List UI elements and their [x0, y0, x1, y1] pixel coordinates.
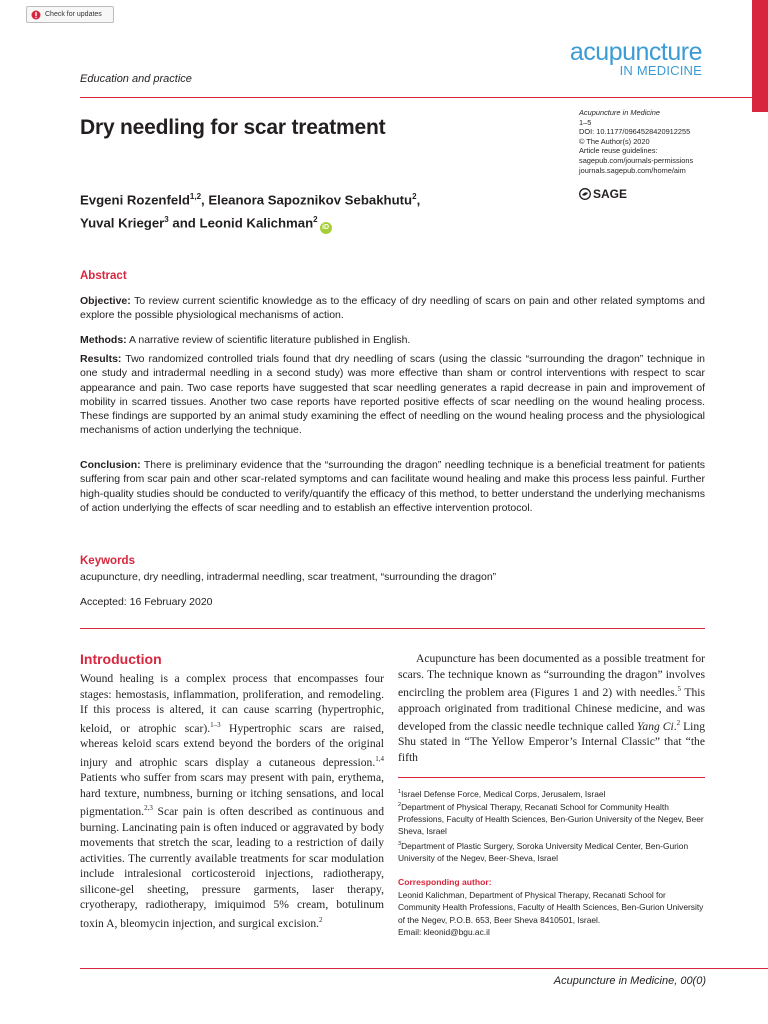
accepted-date: Accepted: 16 February 2020 — [80, 596, 213, 608]
journal-logo-bottom: IN MEDICINE — [619, 63, 702, 78]
abstract-objective — [80, 294, 705, 323]
citation-ref[interactable]: 1,4 — [375, 754, 384, 763]
author-affiliation-ref: 2 — [313, 215, 318, 225]
meta-journal-link[interactable]: journals.sagepub.com/home/aim — [579, 165, 686, 175]
citation-ref[interactable]: 1–3 — [210, 720, 221, 729]
meta-permissions-link[interactable]: sagepub.com/journals-permissions — [579, 155, 694, 165]
citation-ref[interactable]: 2 — [319, 915, 323, 924]
orcid-icon[interactable]: iD — [320, 222, 332, 234]
affiliation-2: $^2$Department of Physical Therapy, Recanati School for Community Health Professions, Faculty of Health Sciences, Ben-Gurion University of the Negev, Beer Sheva, Israel — [398, 801, 704, 837]
check-for-updates-button[interactable] — [26, 6, 114, 23]
objective-text: To review current scientific knowledge as to the efficacy of dry needling of scars on pain and other related symptoms and explore the possible physiological mechanisms of action. — [80, 295, 706, 322]
sage-logo-icon — [579, 188, 591, 200]
conclusion-text: There is preliminary evidence that the “surrounding the dragon” needling technique is a beneficial treatment for patients suffering from scar pain and other scar-related symptoms and can facilitate wound healing and make this process less painful. Further high-quality studies should be conducted to verify/quantify the efficacy of this method, to better understand the underlying mechanisms of action underlying the effects of scar needling and to establish an effective intervention protocol. — [80, 459, 705, 514]
meta-reuse: Article reuse guidelines: — [579, 146, 658, 156]
meta-copyright: © The Author(s) 2020 — [579, 136, 650, 146]
corresponding-author: Leonid Kalichman, Department of Physical Therapy, Recanati School for Community Health Professions, Faculty of Health Sciences, Ben-Gurion University of the Negev, P.O.B. 653, Beer Sheva 8410501, Israel. Email: kleonid@bgu.ac.il — [398, 890, 704, 937]
author-name[interactable]: Yuval Krieger — [80, 215, 165, 231]
affiliation-3: $^3$Department of Plastic Surgery, Soroka University Medical Center, Ben-Gurion University of the Negev, Beer-Sheva, Israel — [398, 840, 689, 864]
header-divider — [80, 97, 768, 98]
introduction-heading: Introduction — [80, 651, 162, 667]
abstract-divider — [80, 628, 705, 629]
methods-text: A narrative review of scientific literature published in English. — [129, 334, 411, 346]
methods-label: Methods: — [80, 334, 127, 346]
citation-ref[interactable]: 5 — [677, 685, 682, 694]
publisher-name: SAGE — [593, 187, 628, 201]
abstract-results — [80, 352, 705, 438]
acupuncture-paragraph: Acupuncture has been documented as a possible treatment for scars. The technique known as “surrounding the dragon” involves encircling the problem area (Figures 1 and 2) with needles.$^5$ This approach originated from traditional Chinese medicine, and was developed from the classic needle technique called Yang Ci.$^2$ Ling Shu stated in “The Yellow Emperor’s Internal Classic” that “the fifth — [398, 652, 705, 764]
citation-ref[interactable]: 2 — [676, 719, 681, 728]
author-name[interactable]: Evgeni Rozenfeld — [80, 192, 190, 208]
meta-pages: 1–5 — [579, 117, 592, 127]
page-footer: Acupuncture in Medicine, 00(0) — [553, 975, 706, 987]
keywords-list: acupuncture, dry needling, intradermal needling, scar treatment, “surrounding the dragon” — [80, 571, 497, 583]
author-affiliation-ref: 2 — [412, 192, 417, 201]
journal-logo-top: acupuncture — [569, 38, 702, 66]
check-updates-label: Check for updates — [45, 11, 102, 18]
yang-ci-term: Yang Ci — [637, 719, 674, 733]
abstract-methods — [80, 333, 705, 347]
article-metadata — [579, 108, 729, 175]
conclusion-label: Conclusion: — [80, 459, 141, 471]
section-label: Education and practice — [80, 73, 192, 85]
author-name[interactable]: Leonid Kalichman — [199, 215, 314, 231]
author-name[interactable]: Eleanora Sapoznikov Sebakhutu — [208, 192, 413, 208]
meta-journal: Acupuncture in Medicine — [579, 108, 660, 117]
results-text: Two randomized controlled trials found that dry needling of scars (using the classic “surrounding the dragon” technique in one study and intradermal needling in a second study) was more effective than sham or control interventions with respect to scar appearance and pain. Two case reports have suggested that scar needling generates a rapid decrease in pain and improvement of mobility in scarred tissues. Another two case reports have reported positive effects of scar needling on the wound healing process. These findings are supported by an animal study examining the effect of needling on the wound healing process and the physiological mechanisms of action underlying the technique. — [80, 353, 705, 437]
abstract-heading: Abstract — [80, 270, 127, 282]
meta-doi[interactable]: DOI: 10.1177/0964528420912255 — [579, 127, 691, 137]
citation-ref[interactable]: 2,3 — [144, 804, 153, 813]
footnote-divider — [398, 777, 705, 778]
results-label: Results: — [80, 353, 122, 365]
article-title: Dry needling for scar treatment — [80, 116, 386, 139]
footer-divider — [80, 968, 768, 969]
author-affiliation-ref: 3 — [164, 215, 169, 225]
publisher-logo — [579, 187, 627, 201]
check-updates-icon — [31, 10, 41, 20]
affiliation-1: $^1$Israel Defense Force, Medical Corps, Jerusalem, Israel — [398, 788, 606, 799]
journal-logo — [570, 40, 702, 78]
journal-color-bar — [752, 0, 768, 112]
author-email[interactable]: Email: kleonid@bgu.ac.il — [398, 926, 490, 937]
author-affiliation-ref: 1,2 — [189, 192, 202, 201]
objective-label: Objective: — [80, 295, 131, 307]
author-conjunction: and — [172, 215, 196, 231]
keywords-heading: Keywords — [80, 555, 135, 567]
author-list: Evgeni Rozenfeld$^{1,2}$, Eleanora Sapoznikov Sebakhutu$^2$, Yuval Krieger$^3$ and Leonid Kalichman$^2$iD — [80, 187, 550, 234]
abstract-conclusion — [80, 458, 705, 515]
introduction-paragraph: Wound healing is a complex process that encompasses four stages: hemostasis, inflammation, proliferation, and remodeling. If this process is altered, it can cause scarring (hypertrophic, keloid, or atrophic scar).$^{1-3}$ Hypertrophic scars are raised, whereas keloid scars extend beyond the borders of the original injury and atrophic scars display a cutaneous depression.$^{1,4}$ Patients who suffer from scars may present with pain, erythema, hard texture, numbness, burning or itching sensations, and local pigmentation.$^{2,3}$ Scar pain is often described as continuous and burning. Lancinating pain is often induced or aggravated by body movements that stretch the scar, leading to a restriction of daily activities. The currently available treatments for scar modulation include intralesional corticosteroid injections, radiotherapy, silicone-gel sheeting, pressure garments, laser therapy, cryotherapy, radiotherapy, imiquimod 5% cream, botulinum toxin A, bleomycin injection, and surgical excision.$^2$ — [80, 672, 384, 930]
corresponding-author-heading: Corresponding author: — [398, 877, 492, 887]
